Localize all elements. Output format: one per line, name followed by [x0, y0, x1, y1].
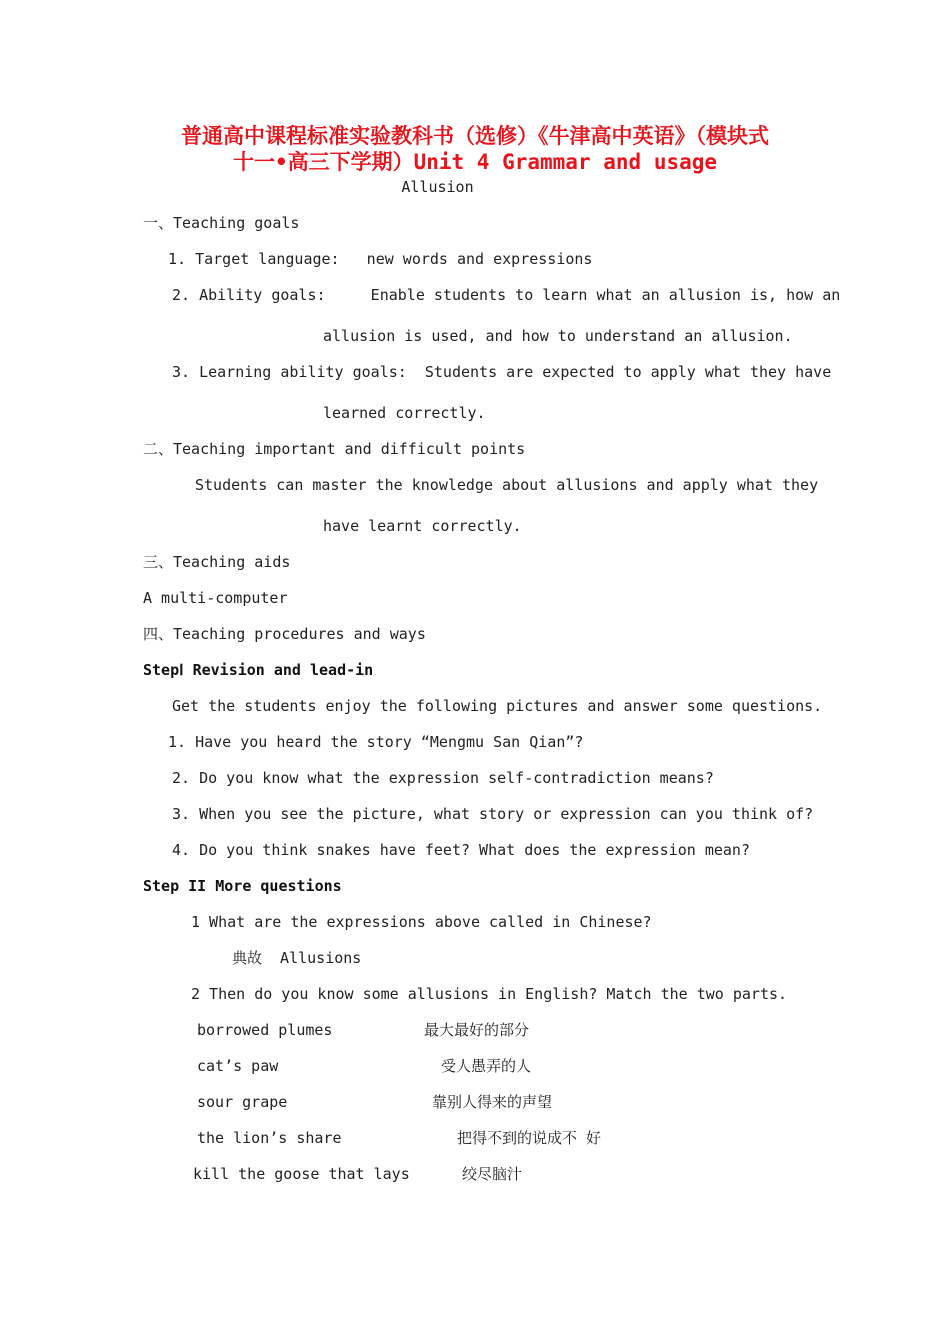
match-english-4: the lion’s share: [197, 1129, 342, 1147]
step2-answer-1: 典故 Allusions: [232, 949, 362, 967]
aids-text: A multi-computer: [143, 589, 288, 607]
match-english-1: borrowed plumes: [197, 1021, 333, 1039]
match-english-3: sour grape: [197, 1093, 288, 1111]
match-chinese-3: 靠别人得来的声望: [432, 1093, 553, 1111]
step2-question-1: 1 What are the expressions above called in Chinese?: [191, 913, 652, 931]
step2-question-2: 2 Then do you know some allusions in English? Match the two parts.: [191, 985, 788, 1003]
document-title-line-1: 普通高中课程标准实验教科书（选修）《牛津高中英语》（模块式: [181, 124, 769, 148]
step1-heading: StepⅠ Revision and lead-in: [143, 661, 374, 679]
document-subtitle: Allusion: [401, 178, 474, 196]
section-heading-procedures: 四、Teaching procedures and ways: [143, 625, 426, 643]
points-text-line-2: have learnt correctly.: [323, 517, 522, 535]
match-english-2: cat’s paw: [197, 1057, 279, 1075]
goal-item-2-line-2: allusion is used, and how to understand an allusion.: [323, 327, 793, 345]
match-chinese-5: 绞尽脑汁: [462, 1165, 523, 1183]
goal-item-1: 1. Target language: new words and expressions: [168, 250, 593, 268]
goal-item-3-line-1: 3. Learning ability goals: Students are expected to apply what they have: [172, 363, 832, 381]
section-heading-goals: 一、Teaching goals: [143, 214, 300, 232]
document-title-line-2: 十一•高三下学期）Unit 4 Grammar and usage: [232, 150, 718, 174]
step2-heading: Step II More questions: [143, 877, 342, 895]
section-heading-aids: 三、Teaching aids: [143, 553, 291, 571]
match-chinese-2: 受人愚弄的人: [441, 1057, 532, 1075]
step1-question-1: 1. Have you heard the story “Mengmu San Qian”?: [168, 733, 584, 751]
step1-question-4: 4. Do you think snakes have feet? What does the expression mean?: [172, 841, 750, 859]
match-chinese-1: 最大最好的部分: [424, 1021, 530, 1039]
goal-item-2-line-1: 2. Ability goals: Enable students to learn what an allusion is, how an: [172, 286, 841, 304]
step1-question-3: 3. When you see the picture, what story or expression can you think of?: [172, 805, 814, 823]
step1-question-2: 2. Do you know what the expression self-contradiction means?: [172, 769, 714, 787]
section-heading-points: 二、Teaching important and difficult points: [143, 440, 526, 458]
step1-intro: Get the students enjoy the following pictures and answer some questions.: [172, 697, 823, 715]
points-text-line-1: Students can master the knowledge about allusions and apply what they: [195, 476, 819, 494]
match-chinese-4: 把得不到的说成不 好: [457, 1129, 602, 1147]
goal-item-3-line-2: learned correctly.: [323, 404, 486, 422]
match-english-5: kill the goose that lays: [193, 1165, 410, 1183]
